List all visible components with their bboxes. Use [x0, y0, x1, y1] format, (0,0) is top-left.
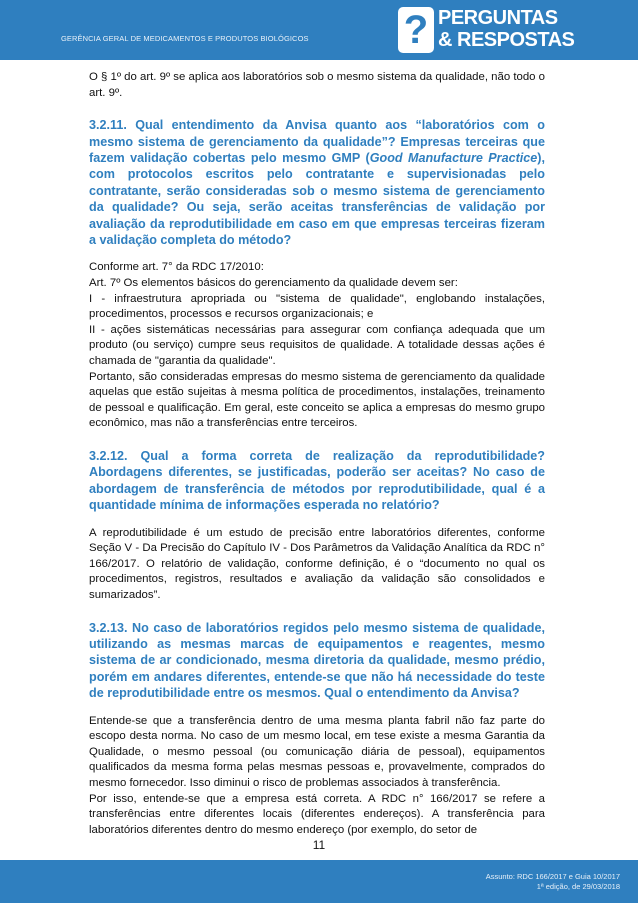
- footer-edition: 1ª edição, de 29/03/2018: [536, 882, 620, 891]
- answer-line: Portanto, são consideradas empresas do mesmo sistema de gerenciamento da qualidade aquelas que estão sujeitas à mesma política de procedimentos, instalações, treinamento de pessoal e qualificação. Em geral, este conceito se aplica a empresas do mesmo grupo econômico, mas não a transferências entre terceiros.: [89, 370, 545, 430]
- footer-subject: Assunto: RDC 166/2017 e Guia 10/2017: [485, 872, 620, 881]
- question-number: 3.2.12.: [89, 448, 128, 463]
- question-number: 3.2.13.: [89, 620, 128, 635]
- question-text: Qual entendimento da Anvisa quanto aos “laboratórios com o mesmo sistema de gerenciamento da qualidade”? Empresas terceiras que fazem validação cobertas pelo mesmo GMP (: [89, 118, 545, 165]
- intro-paragraph: O § 1º do art. 9º se aplica aos laboratórios sob o mesmo sistema da qualidade, não todo o art. 9º.: [89, 71, 545, 99]
- answer-line: Art. 7º Os elementos básicos do gerenciamento da qualidade devem ser:: [89, 277, 458, 290]
- question-text: Qual a forma correta de realização da reprodutibilidade? Abordagens diferentes, se justificadas, poderão ser aceitas? No caso de abordagem de transferência de métodos por reprodutibilidade, qual é a quantidade mínima de informações esperada no relatório?: [89, 448, 545, 513]
- answer-line: Por isso, entende-se que a empresa está correta. A RDC n° 166/2017 se refere a transferências entre diferentes locais (diferentes endereços). A transferência para laboratórios diferentes dentro do mesmo endereço (por exemplo, do setor de: [89, 792, 545, 836]
- footer-info: [486, 872, 620, 892]
- question-3-2-12: [89, 448, 545, 514]
- answer-line: I - infraestrutura apropriada ou "sistema de qualidade", englobando instalações, procedimentos, processos e recursos organizacionais; e: [89, 292, 545, 321]
- question-emphasis: Good Manufacture Practice: [369, 151, 538, 165]
- question-text-cont: ), com protocolos escritos pelo contratante e supervisionadas pelo contratante, serão consideradas sob o mesmo sistema de gerenciamento da qualidade? Ou seja, serão aceitas transferências de validação por avaliação da reprodutibilidade em caso em que empresas terceiras fizeram a validação completa do método?: [89, 151, 545, 248]
- header-section-title: GERÊNCIA GERAL DE MEDICAMENTOS E PRODUTOS BIOLÓGICOS: [61, 34, 309, 43]
- page-number: 11: [312, 838, 326, 852]
- answer-line: A reprodutibilidade é um estudo de precisão entre laboratórios diferentes, conforme Seção V - Da Precisão do Capítulo IV - Dos Parâmetros da Validação Analítica da RDC n° 166/2017. O relatório de validação, conforme definição, é o “documento no qual os procedimentos, registros, resultados e avaliação da validação são consolidados e sumarizados”.: [89, 526, 545, 601]
- answer-line: Conforme art. 7° da RDC 17/2010:: [89, 261, 264, 274]
- question-text: No caso de laboratórios regidos pelo mesmo sistema de qualidade, utilizando as mesmas marcas de equipamentos e reagentes, mesmo sistema de ar condicionado, mesma diretoria da qualidade, mesmo prédio, porém em andares diferentes, entende-se que não há necessidade do teste de reprodutibilidade entre os mesmos. Qual o entendimento da Anvisa?: [89, 620, 545, 701]
- page-content: [89, 70, 545, 838]
- question-mark-icon: ?: [398, 7, 434, 53]
- answer-3-2-11: [89, 260, 545, 432]
- answer-line: II - ações sistemáticas necessárias para assegurar com confiança adequada que um produto (ou serviço) cumpre seus requisitos de qualidade. A totalidade dessas ações é chamada de "garantia da qualidade".: [89, 323, 545, 367]
- question-number: 3.2.11.: [89, 118, 127, 133]
- question-3-2-11: [89, 117, 545, 248]
- logo-line-1: PERGUNTAS: [438, 7, 558, 29]
- answer-3-2-13: [89, 714, 545, 839]
- logo-line-2: & RESPOSTAS: [438, 29, 575, 51]
- page-header: [0, 0, 638, 60]
- answer-3-2-12: [89, 526, 545, 604]
- answer-line: Entende-se que a transferência dentro de uma mesma planta fabril não faz parte do escopo desta norma. No caso de um mesmo local, em tese existe a mesma Garantia da Qualidade, o mesmo pessoal (ou comunicação diária de pessoal), equipamentos qualificados da mesma forma pelas mesmas pessoas e, provavelmente, comprados do mesmo fornecedor. Isso diminui o risco de problemas associados à transferência.: [89, 714, 545, 789]
- perguntas-respostas-logo: [398, 4, 575, 56]
- page-footer: [0, 860, 638, 903]
- question-3-2-13: [89, 620, 545, 702]
